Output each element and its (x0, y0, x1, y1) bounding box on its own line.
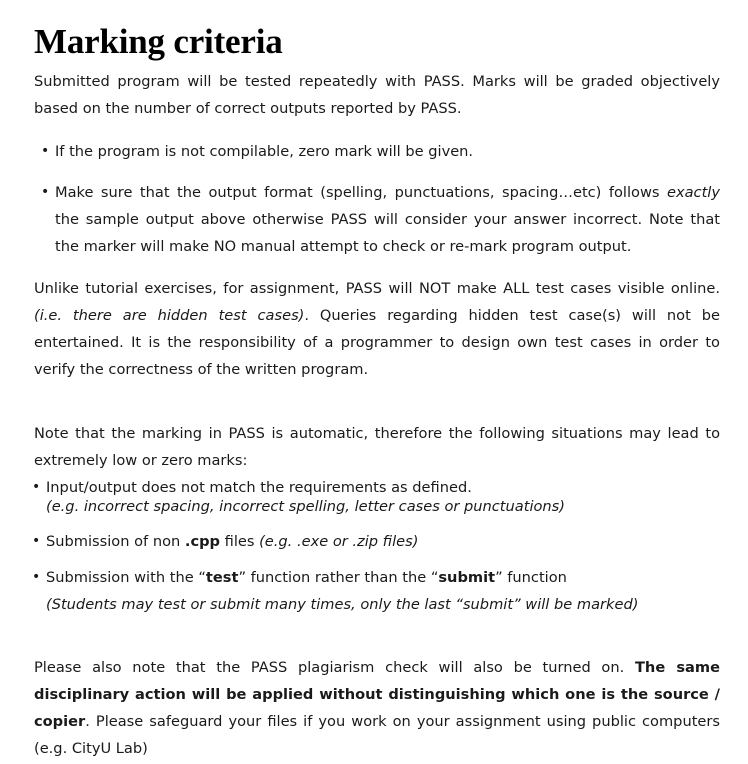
plagiarism-text-2: . Please safeguard your files if you work on your assignment using public computers (e.g. CityU Lab) (34, 713, 720, 757)
auto-item-submit-note: (Students may test or submit many times, only the last “submit” will be marked) (46, 596, 639, 613)
bullet-icon: • (41, 184, 50, 200)
plagiarism-text-1: Please also note that the PASS plagiarism check will also be turned on. (34, 659, 635, 676)
hidden-emphasis: (i.e. there are hidden test cases) (34, 307, 305, 324)
rule-format-text-2: the sample output above otherwise PASS will consider your answer incorrect. Note that the marker will make NO manual attempt to check or re-mark program output. (55, 211, 720, 255)
bullet-icon: • (32, 569, 41, 585)
auto-item-submit-test: test (205, 569, 239, 586)
automatic-marking-paragraph: Note that the marking in PASS is automatic, therefore the following situations may lead to extremely low or zero marks: (34, 425, 720, 469)
auto-item-submit-submit: submit (438, 569, 496, 586)
auto-item-cpp-text-2: files (220, 533, 260, 550)
page-title: Marking criteria (34, 22, 283, 61)
auto-item-cpp-note: (e.g. .exe or .zip files) (259, 533, 419, 550)
auto-item-submit-text-3: ” function (495, 569, 567, 586)
hidden-text-2: . Queries regarding hidden test case(s) will not be entertained. It is the responsibility of a programmer to design own test cases in order to verify the correctness of the written program. (34, 307, 720, 378)
auto-item-submit-text-2: ” function rather than the “ (238, 569, 439, 586)
auto-item-cpp (32, 528, 720, 555)
bullet-icon: • (32, 479, 41, 495)
auto-item-cpp-text: Submission of non (46, 533, 185, 550)
plagiarism-paragraph (34, 654, 720, 762)
auto-item-submit-text: Submission with the “ (46, 569, 206, 586)
bullet-icon: • (32, 533, 41, 549)
hidden-text-1: Unlike tutorial exercises, for assignment, PASS will NOT make ALL test cases visible online. (34, 280, 720, 297)
bullet-icon: • (41, 143, 50, 159)
auto-item-cpp-ext: .cpp (184, 533, 220, 550)
rule-format-emphasis: exactly (667, 184, 720, 201)
rule-format (41, 179, 720, 260)
rule-compile (41, 138, 720, 165)
hidden-tests-paragraph (34, 275, 720, 383)
auto-item-io-note: (e.g. incorrect spacing, incorrect spelling, letter cases or punctuations) (46, 498, 565, 515)
auto-item-io-text: Input/output does not match the requirements as defined. (46, 479, 472, 496)
auto-item-io (32, 478, 720, 516)
plagiarism-bold: The same disciplinary action will be applied without distinguishing which one is the source / copier (34, 659, 720, 730)
intro-paragraph: Submitted program will be tested repeatedly with PASS. Marks will be graded objectively based on the number of correct outputs reported by PASS. (34, 73, 720, 117)
rule-format-text: Make sure that the output format (spelling, punctuations, spacing…etc) follows (55, 184, 667, 201)
auto-item-submit (32, 564, 720, 618)
rule-compile-text: If the program is not compilable, zero mark will be given. (55, 143, 474, 160)
